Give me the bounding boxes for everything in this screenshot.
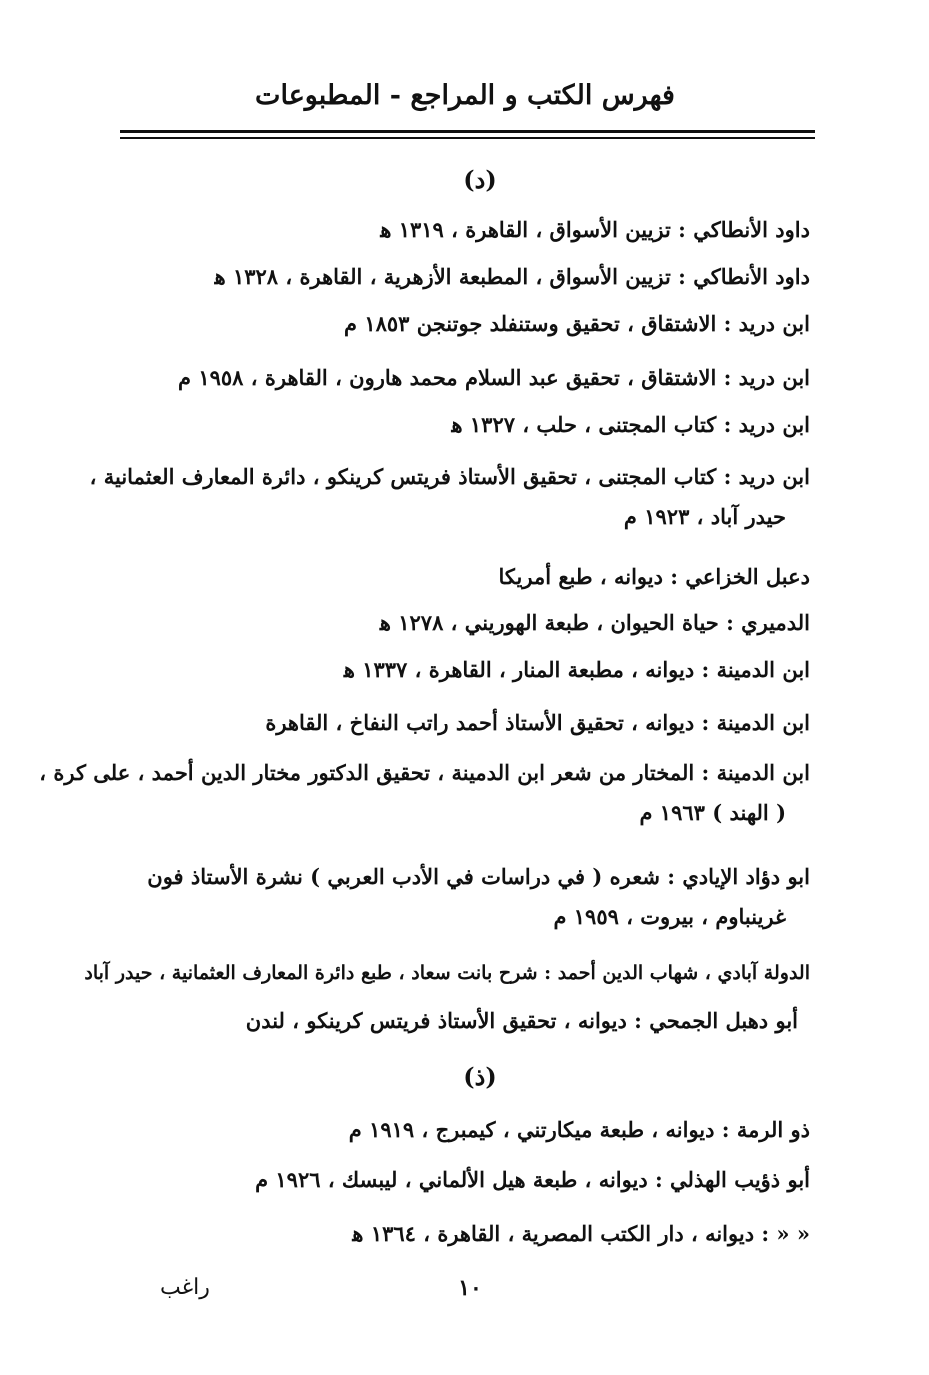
bibliography-entry: الدولة آبادي ، شهاب الدين أحمد : شرح بانت سعاد ، طبع دائرة المعارف العثمانية ، حيدر آباد bbox=[84, 962, 810, 984]
bibliography-entry: ابن دريد : الاشتقاق ، تحقيق وستنفلد جوتنجن ١٨٥٣ م bbox=[344, 311, 810, 336]
bibliography-entry: ابن دريد : كتاب المجتنى ، تحقيق الأستاذ فريتس كرينكو ، دائرة المعارف العثمانية ، حيدر آباد ، ١٩٢٣ م bbox=[89, 464, 810, 529]
signature: راغب bbox=[160, 1275, 210, 1300]
bibliography-entry: أبو ذؤيب الهذلي : ديوانه ، طبعة هيل الألماني ، ليبسك ، ١٩٢٦ م bbox=[255, 1167, 810, 1192]
bibliography-entry: دعبل الخزاعي : ديوانه ، طبع أمريكا bbox=[498, 564, 810, 589]
bibliography-entry: داود الأنطاكي : تزيين الأسواق ، المطبعة الأزهرية ، القاهرة ، ١٣٢٨ ﻫ bbox=[214, 264, 810, 289]
bibliography-entry: « « : ديوانه ، دار الكتب المصرية ، القاهرة ، ١٣٦٤ ﻫ bbox=[352, 1221, 810, 1246]
bibliography-entry: ابن الدمينة : ديوانه ، مطبعة المنار ، القاهرة ، ١٣٣٧ ﻫ bbox=[343, 657, 810, 682]
bibliography-entry: أبو دهبل الجمحي : ديوانه ، تحقيق الأستاذ فريتس كرينكو ، لندن bbox=[245, 1008, 798, 1033]
header-rule-thick bbox=[120, 130, 815, 133]
page-number: ١٠ bbox=[458, 1275, 482, 1301]
bibliography-entry: داود الأنطاكي : تزيين الأسواق ، القاهرة ، ١٣١٩ ﻫ bbox=[380, 217, 810, 242]
bibliography-entry: ابن الدمينة : ديوانه ، تحقيق الأستاذ أحمد راتب النفاخ ، القاهرة bbox=[265, 710, 810, 735]
page-title: فهرس الكتب و المراجع - المطبوعات bbox=[255, 80, 675, 111]
section-heading-dhal: (ذ) bbox=[463, 1062, 497, 1091]
bibliography-entry: الدميري : حياة الحيوان ، طبعة الهوريني ، ١٢٧٨ ﻫ bbox=[379, 610, 810, 635]
section-heading-dal: (د) bbox=[463, 165, 497, 194]
bibliography-entry: ابو دؤاد الإيادي : شعره ( في دراسات في الأدب العربي ) نشرة الأستاذ فون غرينباوم ، بيروت ، ١٩٥٩ م bbox=[147, 864, 810, 929]
bibliography-entry: ابن دريد : الاشتقاق ، تحقيق عبد السلام محمد هارون ، القاهرة ، ١٩٥٨ م bbox=[178, 365, 810, 390]
header-rule-thin bbox=[120, 137, 815, 139]
bibliography-entry: ابن دريد : كتاب المجتنى ، حلب ، ١٣٢٧ ﻫ bbox=[451, 412, 810, 437]
bibliography-entry: ذو الرمة : ديوانه ، طبعة ميكارتني ، كيمبرج ، ١٩١٩ م bbox=[348, 1117, 810, 1142]
bibliography-entry: ابن الدمينة : المختار من شعر ابن الدمينة ، تحقيق الدكتور مختار الدين أحمد ، على كرة ، ( الهند ) ١٩٦٣ م bbox=[39, 760, 810, 825]
